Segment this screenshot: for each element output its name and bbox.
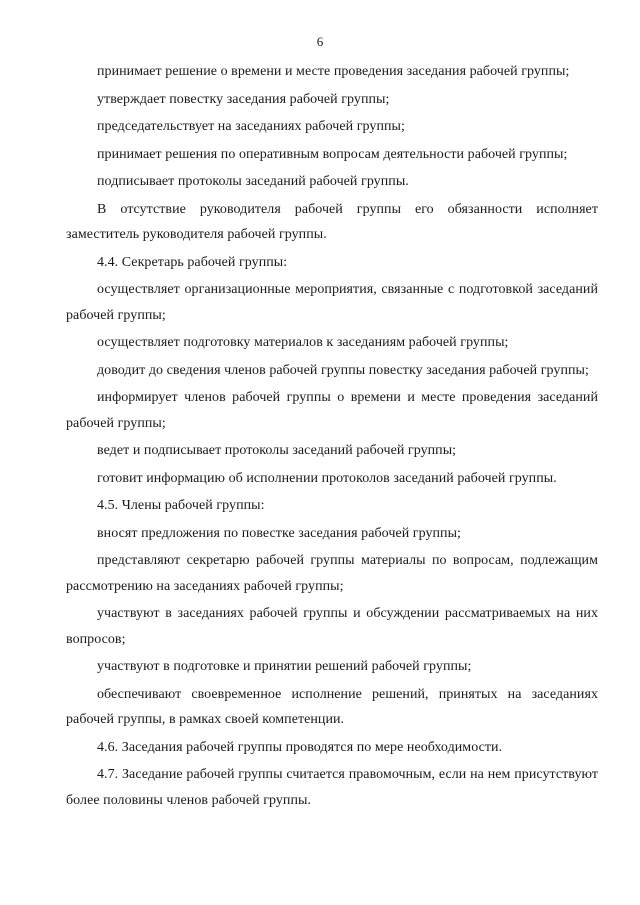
paragraph: подписывает протоколы заседаний рабочей группы.	[97, 174, 409, 189]
paragraph: вносят предложения по повестке заседания рабочей группы;	[97, 525, 461, 541]
paragraph: принимает решения по оперативным вопросам деятельности рабочей группы;	[97, 146, 568, 162]
paragraph: осуществляет подготовку материалов к заседаниям рабочей группы;	[97, 335, 509, 350]
paragraph: ведет и подписывает протоколы заседаний рабочей группы;	[97, 443, 457, 458]
section-heading: 4.5. Члены рабочей группы:	[97, 498, 265, 513]
paragraph: В отсутствие руководителя рабочей группы его обязанности исполняет заместитель руководителя рабочей группы.	[66, 201, 598, 242]
paragraph: информирует членов рабочей группы о времени и месте проведения заседаний рабочей группы;	[66, 390, 598, 431]
paragraph: принимает решение о времени и месте проведения заседания рабочей группы;	[97, 64, 570, 79]
paragraph: утверждает повестку заседания рабочей группы;	[97, 91, 390, 107]
section-heading: 4.6. Заседания рабочей группы проводятся по мере необходимости.	[97, 739, 503, 755]
paragraph: осуществляет организационные мероприятия, связанные с подготовкой заседаний рабочей группы;	[66, 282, 598, 323]
paragraph: участвуют в подготовке и принятии решений рабочей группы;	[97, 659, 472, 674]
section-heading: 4.7. Заседание рабочей группы считается правомочным, если на нем присутствуют более половины членов рабочей группы.	[66, 767, 598, 808]
section-heading: 4.4. Секретарь рабочей группы:	[97, 254, 288, 270]
paragraph: готовит информацию об исполнении протоколов заседаний рабочей группы.	[97, 470, 557, 486]
document-body	[66, 59, 598, 815]
paragraph: участвуют в заседаниях рабочей группы и обсуждении рассматриваемых на них вопросов;	[66, 606, 598, 647]
paragraph: председательствует на заседаниях рабочей группы;	[97, 119, 405, 134]
paragraph: доводит до сведения членов рабочей группы повестку заседания рабочей группы;	[97, 362, 589, 378]
page-number: 6	[316, 34, 324, 49]
paragraph: обеспечивают своевременное исполнение решений, принятых на заседаниях рабочей группы, в рамках своей компетенции.	[66, 686, 598, 727]
paragraph: представляют секретарю рабочей группы материалы по вопросам, подлежащим рассмотрению на заседаниях рабочей группы;	[66, 553, 598, 594]
